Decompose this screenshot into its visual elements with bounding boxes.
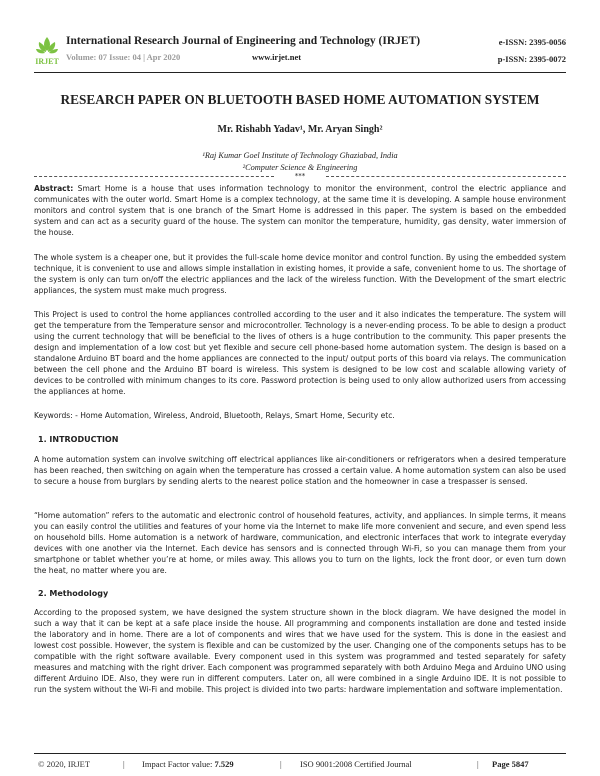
footer-separator: | <box>477 759 479 769</box>
introduction-paragraph-2 <box>34 511 566 577</box>
introduction-text-2: “Home automation” refers to the automatic and electronic control of household features, activity, and appliances. In simple terms, it means you can easily control the utilities and features of your home via the Internet to make life more convenient and secure, and even spend less on household bills. Home automation is a network of hardware, communication, and electronic interfaces that work to integrate everyday devices with one another via the Internet. Each device has sensors and is connected through Wi-Fi, so you can manage them from your smartphone or tablet whether you’re at home, or miles away. This allows you to turn on the lights, lock the front door, or even turn down the heat, no matter where you are. <box>34 511 566 575</box>
footer-impact-factor <box>142 759 234 769</box>
paper-title: RESEARCH PAPER ON BLUETOOTH BASED HOME AUTOMATION SYSTEM <box>60 92 540 107</box>
p-issn: p-ISSN: 2395-0072 <box>497 54 566 64</box>
e-issn: e-ISSN: 2395-0056 <box>498 37 566 47</box>
methodology-paragraph <box>34 608 566 696</box>
abstract-paragraph-3 <box>34 310 566 398</box>
journal-header <box>34 34 566 70</box>
volume-info: Volume: 07 Issue: 04 | Apr 2020 <box>66 52 181 62</box>
footer-rule <box>34 753 566 754</box>
irjet-logo-icon <box>34 34 60 68</box>
header-rule <box>34 72 566 73</box>
page-footer <box>34 753 566 773</box>
abstract-paragraph-2 <box>34 253 566 297</box>
introduction-text-1: A home automation system can involve switching off electrical appliances like air-conditioners or refrigerators when a desired temperature has been reached, then switching on again when the temperature has crossed a certain value. A home automation system can also be used to secure a house from burglars by sending alerts to the nearest police station and the homeowner in case a trespasser is sensed. <box>34 455 566 486</box>
logo-text: IRJET <box>35 57 59 66</box>
keywords-text: Keywords: - Home Automation, Wireless, Android, Bluetooth, Relays, Smart Home, Security etc. <box>34 411 395 420</box>
methodology-text: According to the proposed system, we have designed the system structure shown in the block diagram. We have designed the model in such a way that it can be kept at a safe place inside the house. All programming and components installation are done and tested inside the laboratory and in home. There are a lot of components and wires that we have used for the system. This is done in the easiest and lowest cost possible. However, the system is flexible and can be customized by the user. Changing one of the components setups has to be compatible with the right software available. Every component used in this system was programmed and tested separately for safety measures and matching with the right driver. Each component was programmed separately with both Arduino Mega and Arduino UNO using different Arduino IDE. Also, they were run in different computers. Later on, all were combined in a single Arduino IDE. It is not possible to run the system without the Wi-Fi and mobile. This project is divided into two parts: hardware implementation and software implementation. <box>34 608 566 694</box>
affiliation-1: ¹Raj Kumar Goel Institute of Technology Ghaziabad, India <box>202 151 398 160</box>
affiliation-2: ²Computer Science & Engineering <box>242 163 358 172</box>
abstract-label: Abstract: <box>34 184 74 193</box>
section-divider <box>34 172 566 182</box>
abstract-text-2: The whole system is a cheaper one, but it provides the full-scale home device monitor and control function. By using the embedded system technique, it is convenient to use and allows simple installation in existing homes, it provide a safe, convenient home to us. The shortage of the system is only can turn on/off the electric appliances and the lack of the wireless function. With the Development of the smart electric appliances, the system must make much progress. <box>34 253 566 295</box>
divider-line-right <box>326 176 566 177</box>
impact-label: Impact Factor value: <box>142 759 215 769</box>
divider-line-left <box>34 176 274 177</box>
keywords <box>34 411 566 422</box>
footer-separator: | <box>123 759 125 769</box>
abstract-text-3: This Project is used to control the home appliances controlled according to the user and it also indicates the temperature. The system will get the temperature from the Temperature sensor and microcontroller. Technology is a never-ending process. To be able to design a product using the current technology that will be beneficial to the lives of others is a huge contribution to the community. This paper presents the design and implementation of a low cost but yet flexible and secure cell phone-based home automation system. The design is based on a standalone Arduino BT board and the home appliances are connected to the input/ output ports of this board via relays. The communication between the cell phone and the Arduino BT board is wireless. This system is designed to be low cost and scalable allowing variety of devices to be controlled with minimum changes to its core. Password protection is being used to only allow authorized users from accessing the appliances at home. <box>34 310 566 396</box>
introduction-paragraph-1 <box>34 455 566 488</box>
footer-iso: ISO 9001:2008 Certified Journal <box>300 759 412 769</box>
footer-separator: | <box>280 759 282 769</box>
journal-title: International Research Journal of Engineering and Technology (IRJET) <box>66 35 421 47</box>
footer-copyright: © 2020, IRJET <box>38 759 91 769</box>
methodology-heading: 2. Methodology <box>38 589 109 598</box>
divider-stars: *** <box>294 172 306 180</box>
journal-website[interactable]: www.irjet.net <box>252 52 302 62</box>
abstract-text-1: Smart Home is a house that uses information technology to monitor the environment, control the electric appliance and communicates with the outer world. Smart Home is a complex technology, at the same time it is developing. A sample house environment monitors and control system that is one branch of the Smart Home is addressed in this paper. The system is based on the embedded system and can act as a security guard of the house. The system can monitor the temperature, humidity, gas density, water immersion of the house. <box>34 184 566 237</box>
paper-authors: Mr. Rishabh Yadav¹, Mr. Aryan Singh² <box>217 124 383 135</box>
impact-value: 7.529 <box>214 759 234 769</box>
introduction-heading: 1. INTRODUCTION <box>38 435 119 444</box>
footer-page-number: Page 5847 <box>492 759 529 769</box>
abstract-paragraph-1 <box>34 184 566 239</box>
